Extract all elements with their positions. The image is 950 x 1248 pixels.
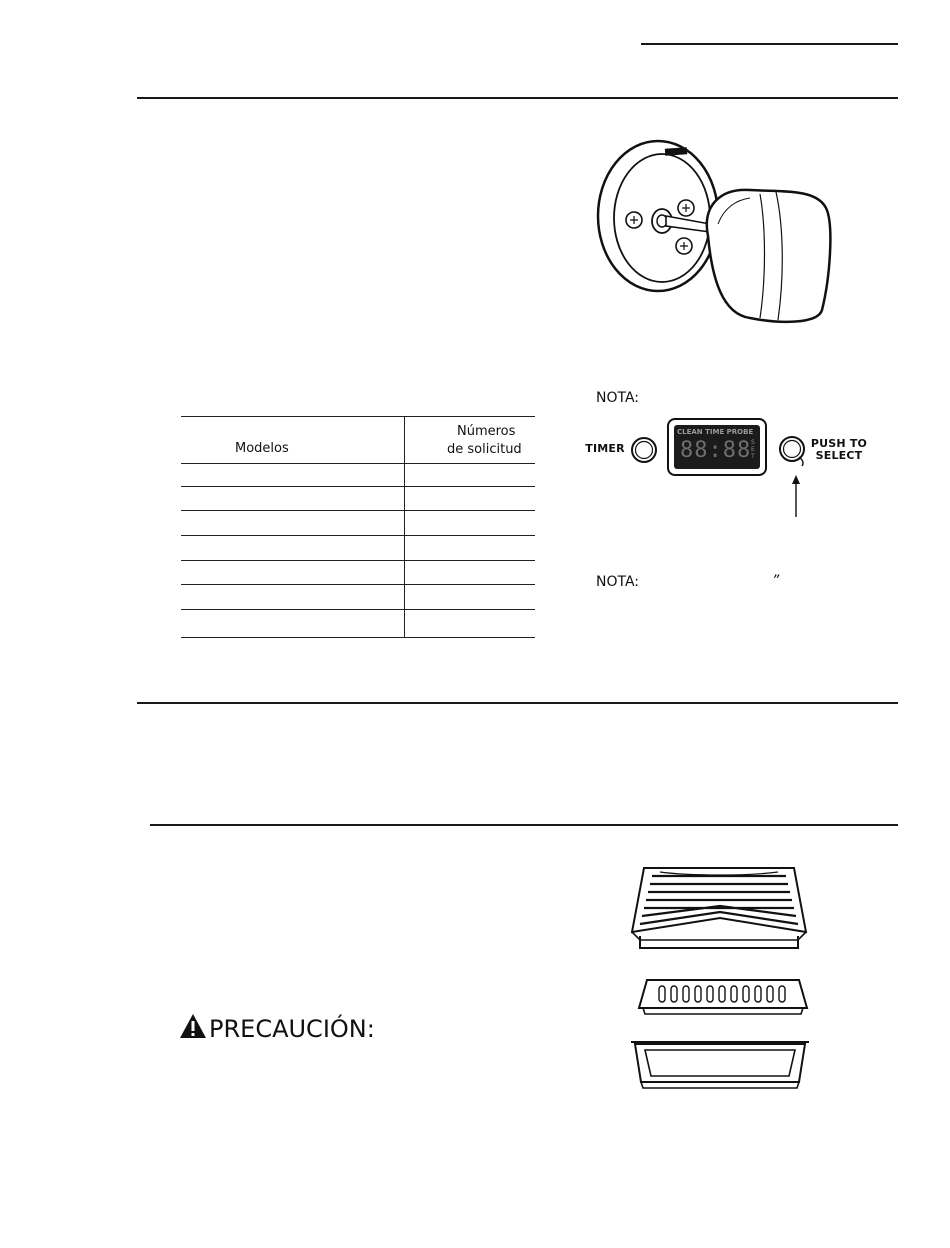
select-knob-button bbox=[777, 434, 809, 468]
table-header-numbers-line2: de solicitud bbox=[447, 442, 522, 457]
table-header-models: Modelos bbox=[235, 441, 289, 456]
caution-heading: PRECAUCIÓN: bbox=[209, 1015, 375, 1043]
table-top-rule bbox=[181, 416, 535, 417]
display-screen bbox=[674, 425, 760, 469]
section-rule-2 bbox=[137, 702, 898, 704]
broiler-insert-illustration bbox=[637, 978, 809, 1016]
note-label-1: NOTA: bbox=[596, 390, 640, 406]
oven-display bbox=[667, 418, 767, 476]
table-row-rule bbox=[181, 560, 535, 561]
push-to-select-label-line1: PUSH TO bbox=[810, 437, 868, 450]
timer-label: TIMER bbox=[585, 442, 625, 455]
timer-button bbox=[630, 436, 658, 464]
header-short-rule bbox=[641, 43, 898, 45]
note-quote-mark: ” bbox=[772, 573, 780, 589]
section-rule-3 bbox=[150, 824, 898, 826]
table-row-rule bbox=[181, 609, 535, 610]
table-bottom-rule bbox=[181, 637, 535, 638]
table-row-rule bbox=[181, 510, 535, 511]
section-rule-1 bbox=[137, 97, 898, 99]
table-header-numbers-line1: Números bbox=[457, 424, 516, 439]
broiler-pan-illustration bbox=[629, 1038, 811, 1090]
warning-triangle-icon bbox=[179, 1013, 207, 1039]
note-label-2: NOTA: bbox=[596, 574, 640, 590]
pointer-arrow-icon bbox=[788, 474, 804, 518]
broiler-grid-illustration bbox=[630, 866, 808, 958]
table-row-rule bbox=[181, 486, 535, 487]
table-row-rule bbox=[181, 535, 535, 536]
display-digits: 88:88 bbox=[680, 438, 752, 463]
table-column-divider bbox=[404, 416, 405, 638]
table-row-rule bbox=[181, 463, 535, 464]
display-header-text: CLEAN TIME PROBE bbox=[677, 428, 754, 436]
knob-illustration bbox=[590, 128, 840, 328]
display-side-text: SET bbox=[751, 439, 755, 460]
table-row-rule bbox=[181, 584, 535, 585]
push-to-select-label-line2: SELECT bbox=[815, 449, 863, 462]
